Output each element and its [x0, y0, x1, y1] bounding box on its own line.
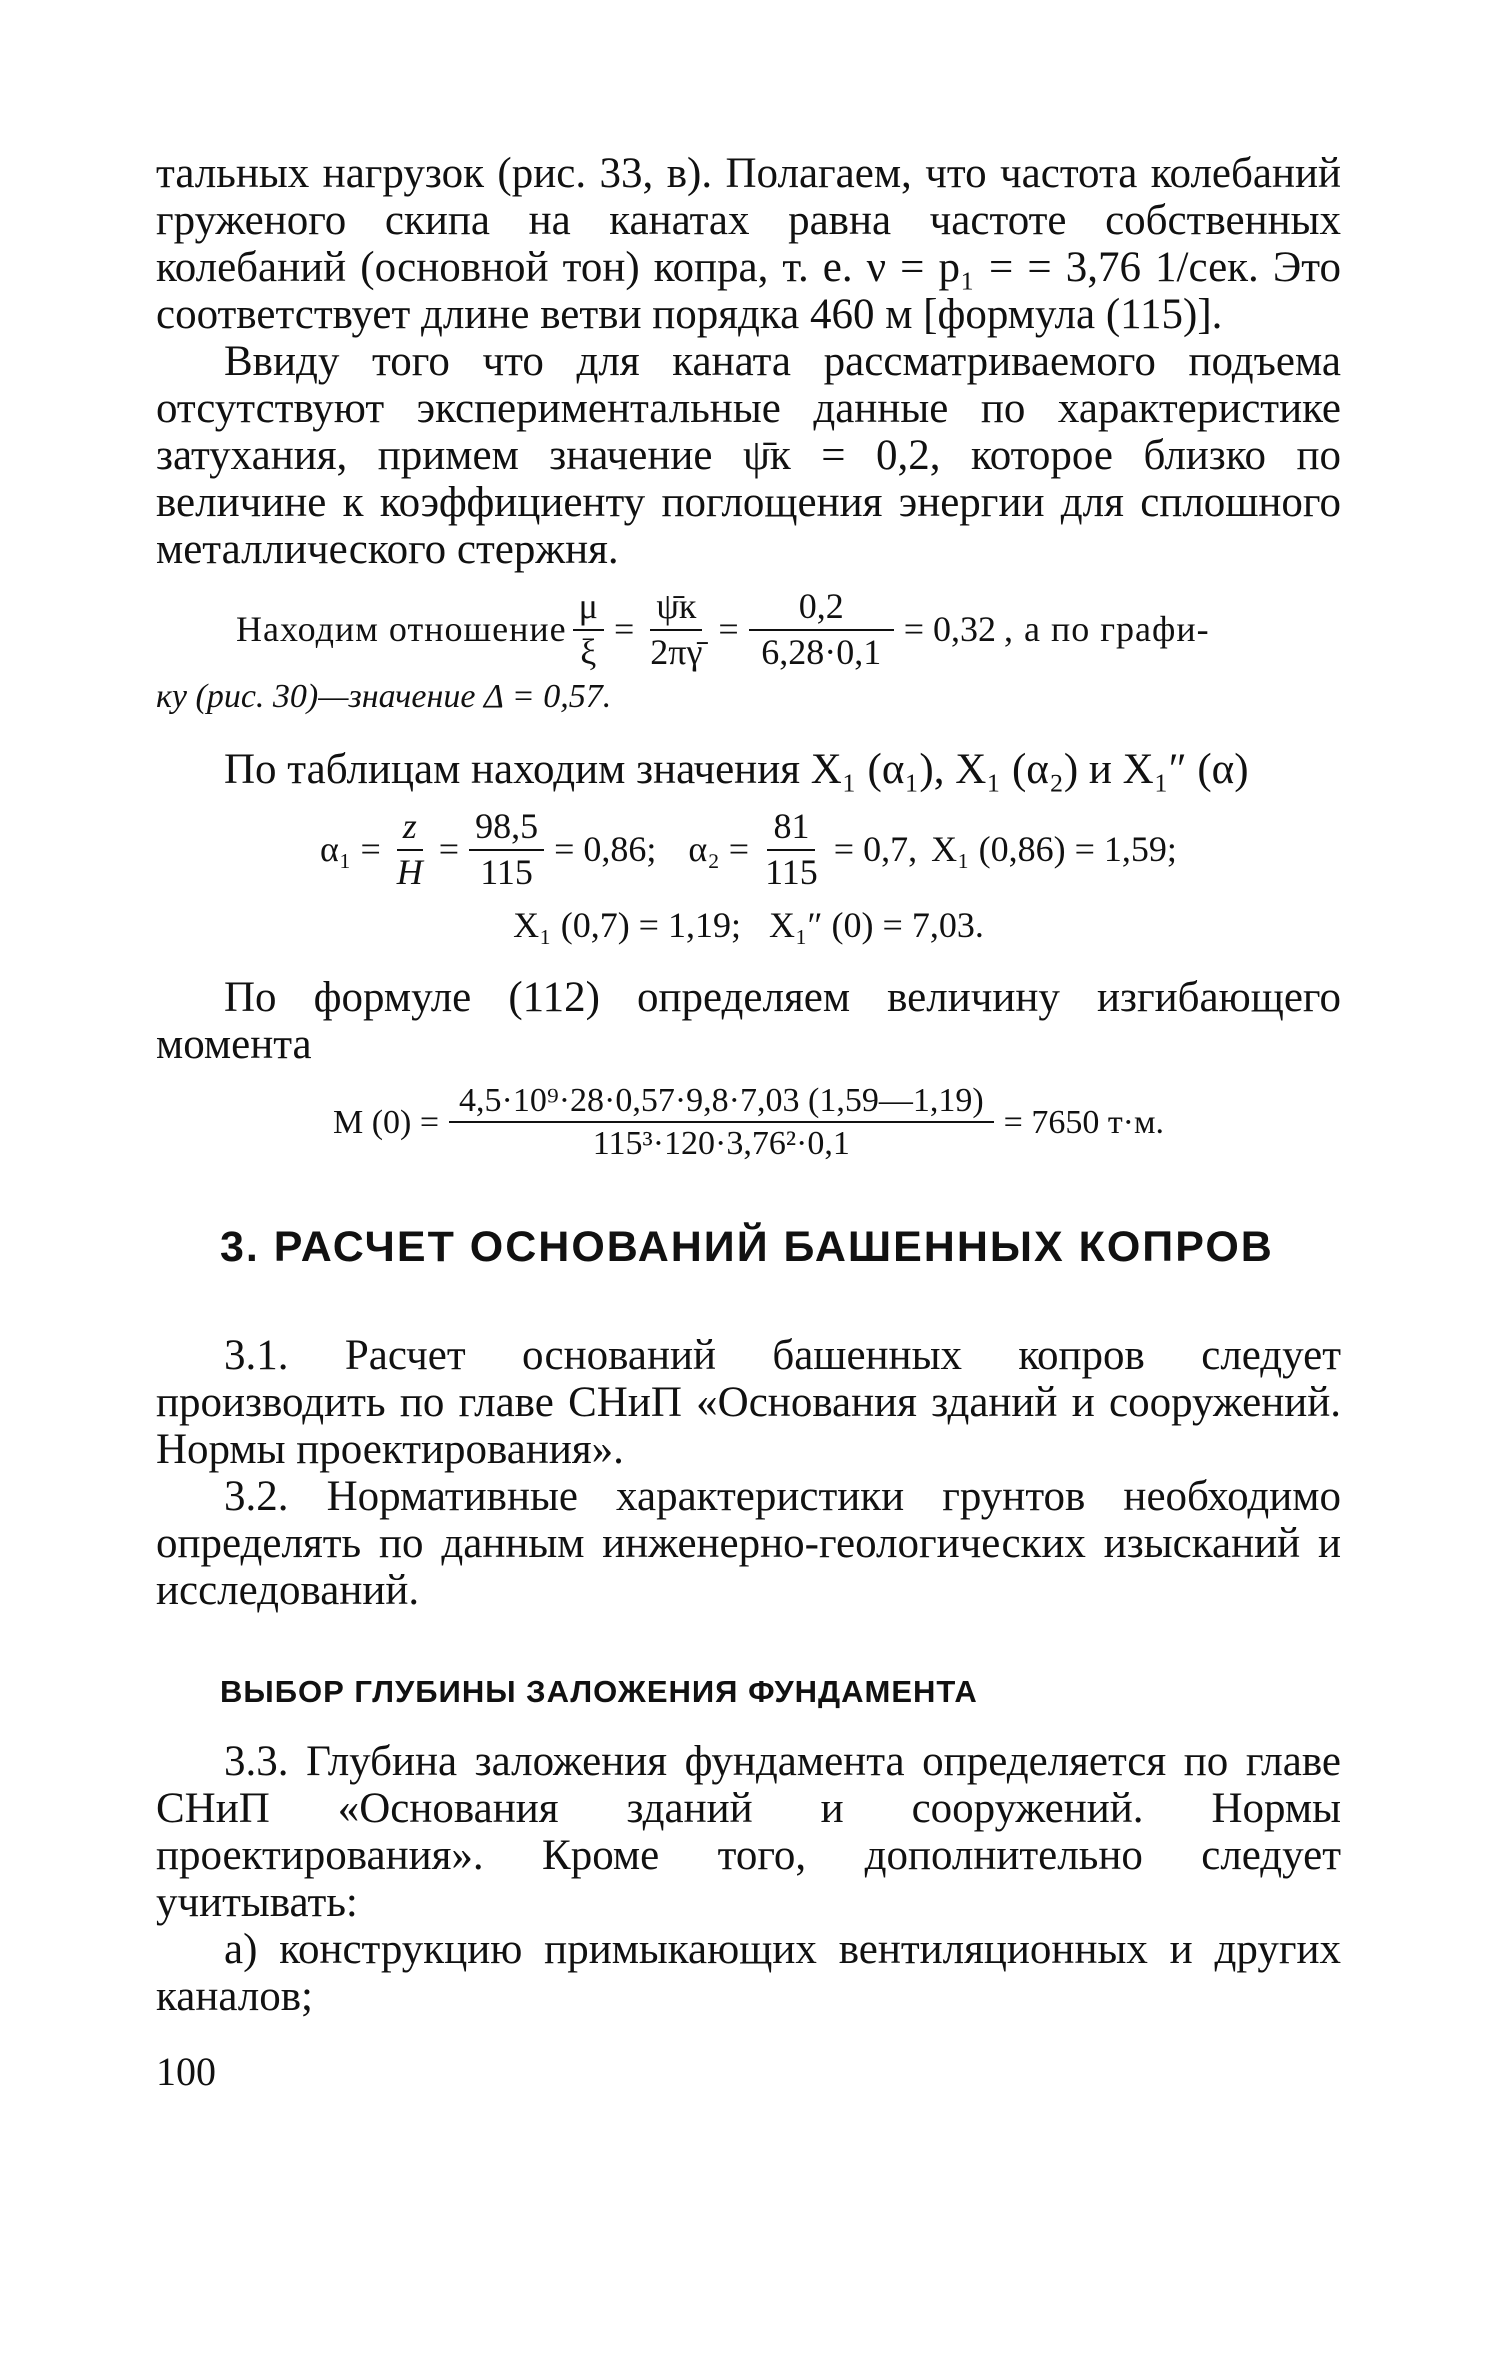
- alpha2-label: α₂ =: [688, 828, 750, 869]
- fraction-denominator: 6,28·0,1: [761, 631, 882, 672]
- page-number: 100: [156, 2048, 216, 2094]
- fraction-numerator: 98,5: [469, 807, 544, 851]
- ratio-trail-text: , а по графи-: [1004, 608, 1210, 649]
- fraction-denominator: 2πγ̄: [650, 631, 703, 672]
- fraction-denominator: 115: [480, 851, 533, 892]
- fraction-numerator: z: [397, 807, 423, 851]
- fraction-z-h: [391, 807, 429, 892]
- fraction-98-115: [469, 807, 544, 892]
- fraction-moment: [449, 1082, 994, 1163]
- x1-value-b: X₁ (0,7) = 1,19;: [513, 905, 741, 946]
- fraction-denominator: ξ: [580, 631, 597, 672]
- formula-alpha: α₁ = $\frac{z}{H}$ = $\frac{98,5}{115}$ = 0,86; α₂ = $\frac{81}{115}$ = 0,7, X₁ (0,86) = 1,59;: [320, 806, 1177, 892]
- alpha1-label: α₁ =: [320, 828, 381, 869]
- ratio-lead-text: Находим отношение: [236, 608, 567, 649]
- list-item-a: а) конструкцию примыкающих вентиляционных и других каналов;: [156, 1925, 1341, 2020]
- fraction-numerator: 4,5·10⁹·28·0,57·9,8·7,03 (1,59—1,19): [449, 1082, 994, 1123]
- formula-moment: [156, 1082, 1341, 1163]
- formula-x1-values: [156, 906, 1341, 946]
- subsection-heading: ВЫБОР ГЛУБИНЫ ЗАЛОЖЕНИЯ ФУНДАМЕНТА: [220, 1673, 978, 1709]
- fraction-denominator: 115: [765, 851, 818, 892]
- paragraph-damping: Ввиду того что для каната рассматриваемого подъема отсутствуют экспериментальные данные по характеристике затухания, примем значение ψ̄к = 0,2, которое близко по величине к коэффициенту поглощения энергии для сплошного металлического стержня.: [156, 338, 1341, 573]
- fraction-numerator: μ: [573, 587, 604, 631]
- ratio-continuation: ку (рис. 30)—значение Δ = 0,57.: [156, 678, 612, 716]
- paragraph-3-2: 3.2. Нормативные характеристики грунтов необходимо определять по данным инженерно-геологических изысканий и исследований.: [156, 1472, 1341, 1614]
- fraction-numerator: 81: [767, 807, 815, 851]
- alpha2-result: = 0,7,: [833, 828, 918, 869]
- fraction-value: [749, 587, 894, 672]
- paragraph-tables: По таблицам находим значения X₁ (α₁), X₁ (α₂) и X₁″ (α): [224, 746, 1249, 794]
- fraction-numerator: 0,2: [749, 587, 894, 631]
- fraction-81-115: [759, 807, 824, 892]
- paragraph-moment: По формуле (112) определяем величину изгибающего момента: [156, 973, 1341, 1068]
- paragraph-3-1: 3.1. Расчет оснований башенных копров следует производить по главе СНиП «Основания зданий и сооружений. Нормы проектирования».: [156, 1331, 1341, 1473]
- fraction-numerator: ψ̄к: [650, 587, 702, 631]
- fraction-mu-xi: [573, 587, 604, 672]
- formula-ratio: Находим отношение $\frac{\mu}{\xi}$ = $\frac{\psīк}{2\pi\gammā}$ = $\frac{0,2}{6,28\cdot 0,1}$ = 0,32 , а по графи-: [236, 586, 1210, 672]
- page-content: [156, 150, 1341, 2095]
- moment-result: = 7650 т·м.: [1003, 1103, 1165, 1141]
- paragraph-intro: тальных нагрузок (рис. 33, в). Полагаем, что частота колебаний груженого скипа на канатах равна частоте собственных колебаний (основной тон) копра, т. е. ν = p₁ = = 3,76 1/сек. Это соответствует длине ветви порядка 460 м [формула (115)].: [156, 150, 1341, 338]
- ratio-result: = 0,32: [903, 608, 997, 649]
- x1-value-c: X₁″ (0) = 7,03.: [769, 905, 984, 946]
- paragraph-3-3: 3.3. Глубина заложения фундамента определяется по главе СНиП «Основания зданий и сооружений. Нормы проектирования». Кроме того, дополнительно следует учитывать:: [156, 1737, 1341, 1926]
- moment-label: M (0) =: [332, 1103, 440, 1141]
- alpha1-result: = 0,86;: [554, 828, 657, 869]
- fraction-denominator: 115³·120·3,76²·0,1: [592, 1125, 850, 1163]
- x1-value-a: X₁ (0,86) = 1,59;: [931, 828, 1177, 869]
- fraction-psi: [644, 587, 708, 672]
- section-heading: 3. РАСЧЕТ ОСНОВАНИЙ БАШЕННЫХ КОПРОВ: [220, 1222, 1274, 1271]
- fraction-denominator: H: [396, 851, 423, 892]
